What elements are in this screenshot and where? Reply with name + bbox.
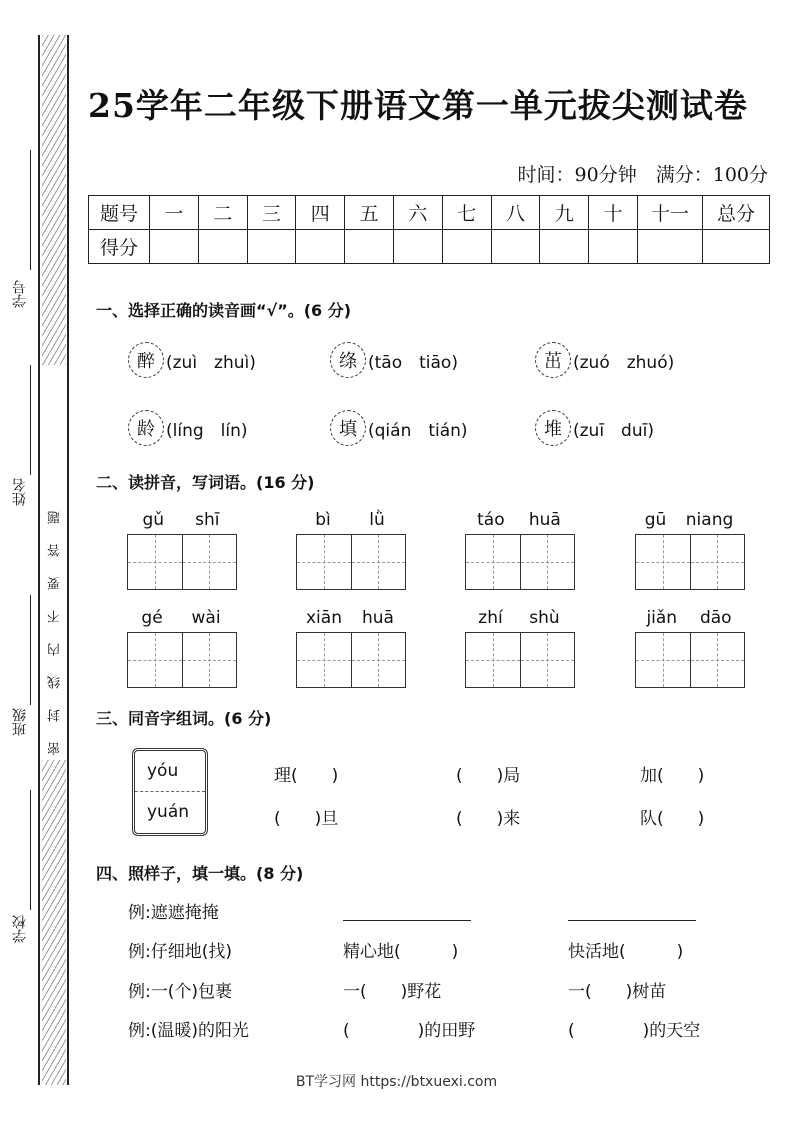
table-header: 十一 bbox=[638, 196, 703, 230]
table-header: 四 bbox=[296, 196, 345, 230]
example-text: 例:仔细地(找) bbox=[128, 942, 232, 962]
table-header: 十 bbox=[589, 196, 638, 230]
score-cell[interactable] bbox=[296, 230, 345, 264]
tianzige-cell[interactable] bbox=[691, 633, 745, 687]
pinyin-syllable: huā bbox=[362, 608, 394, 628]
class-line bbox=[30, 595, 31, 705]
table-header: 九 bbox=[540, 196, 589, 230]
time-info: 时间：90分钟 满分：100分 bbox=[517, 164, 768, 186]
fill-blank[interactable]: 一( )野花 bbox=[343, 982, 442, 1002]
tianzige-cell[interactable] bbox=[183, 535, 237, 589]
writing-grid[interactable] bbox=[296, 534, 406, 590]
pinyin-label bbox=[465, 510, 573, 530]
pronunciation-item[interactable] bbox=[535, 342, 674, 378]
pinyin-frame bbox=[132, 748, 208, 836]
score-cell[interactable] bbox=[540, 230, 589, 264]
pinyin-syllable: niang bbox=[685, 510, 734, 530]
pinyin-syllable: shī bbox=[195, 510, 220, 530]
pronunciation-item[interactable] bbox=[330, 410, 468, 446]
word-blank[interactable]: ( )局 bbox=[456, 766, 521, 786]
word-blank[interactable]: ( )来 bbox=[456, 809, 521, 829]
pinyin-syllable: bì bbox=[315, 510, 331, 530]
score-cell[interactable] bbox=[589, 230, 638, 264]
example-text: 例:一(个)包裹 bbox=[128, 982, 232, 1002]
pinyin-options: (líng lín) bbox=[166, 420, 248, 441]
tianzige-cell[interactable] bbox=[521, 633, 575, 687]
pinyin-word-group bbox=[296, 510, 406, 590]
pinyin-word-group bbox=[296, 608, 406, 688]
section3-heading: 三、同音字组词。(6 分) bbox=[96, 709, 272, 728]
pinyin-label bbox=[127, 608, 235, 628]
pinyin-word-group bbox=[127, 608, 237, 688]
pinyin-yuan: yuán bbox=[147, 802, 190, 822]
flower-frame-icon: 龄 bbox=[128, 410, 164, 446]
writing-grid[interactable] bbox=[465, 632, 575, 688]
flower-frame-icon: 填 bbox=[330, 410, 366, 446]
table-row bbox=[89, 196, 770, 230]
binding-line-inner bbox=[67, 35, 69, 1085]
tianzige-cell[interactable] bbox=[128, 535, 183, 589]
writing-grid[interactable] bbox=[296, 632, 406, 688]
pinyin-syllable: zhí bbox=[478, 608, 503, 628]
tianzige-cell[interactable] bbox=[352, 633, 406, 687]
writing-grid[interactable] bbox=[127, 534, 237, 590]
table-header: 六 bbox=[393, 196, 442, 230]
score-cell[interactable] bbox=[703, 230, 770, 264]
table-row bbox=[89, 230, 770, 264]
flower-frame-icon: 醉 bbox=[128, 342, 164, 378]
pinyin-options: (tāo tiāo) bbox=[368, 352, 458, 373]
score-cell[interactable] bbox=[638, 230, 703, 264]
pronunciation-item[interactable] bbox=[128, 410, 248, 446]
writing-grid[interactable] bbox=[635, 632, 745, 688]
score-cell[interactable] bbox=[345, 230, 394, 264]
score-table bbox=[88, 195, 770, 264]
tianzige-cell[interactable] bbox=[466, 535, 521, 589]
page-title: 25学年二年级下册语文第一单元拔尖测试卷 bbox=[88, 86, 748, 125]
example-text: 例:(温暖)的阳光 bbox=[128, 1021, 249, 1041]
tianzige-cell[interactable] bbox=[691, 535, 745, 589]
pinyin-word-group bbox=[127, 510, 237, 590]
binding-hatch-top bbox=[42, 35, 66, 365]
student-id-line bbox=[30, 150, 31, 270]
score-cell[interactable] bbox=[247, 230, 296, 264]
section1-heading: 一、选择正确的读音画“√”。(6 分) bbox=[96, 301, 352, 320]
tianzige-cell[interactable] bbox=[352, 535, 406, 589]
pinyin-label bbox=[635, 608, 743, 628]
table-header: 一 bbox=[150, 196, 199, 230]
pinyin-word-group bbox=[465, 510, 575, 590]
pinyin-label bbox=[635, 510, 743, 530]
writing-grid[interactable] bbox=[635, 534, 745, 590]
table-header: 三 bbox=[247, 196, 296, 230]
score-row-label: 得分 bbox=[89, 230, 150, 264]
table-header: 七 bbox=[442, 196, 491, 230]
pinyin-syllable: xiān bbox=[306, 608, 342, 628]
pinyin-syllable: lǜ bbox=[369, 510, 385, 530]
pinyin-syllable: wài bbox=[191, 608, 221, 628]
writing-grid[interactable] bbox=[465, 534, 575, 590]
writing-grid[interactable] bbox=[127, 632, 237, 688]
school-line bbox=[30, 790, 31, 910]
pinyin-label bbox=[296, 608, 404, 628]
pinyin-label bbox=[465, 608, 573, 628]
tianzige-cell[interactable] bbox=[297, 633, 352, 687]
word-blank[interactable]: 队( ) bbox=[640, 809, 705, 829]
tianzige-cell[interactable] bbox=[128, 633, 183, 687]
tianzige-cell[interactable] bbox=[636, 633, 691, 687]
fill-blank[interactable]: ( )的天空 bbox=[568, 1021, 701, 1041]
word-blank[interactable]: 加( ) bbox=[640, 766, 705, 786]
table-header: 五 bbox=[345, 196, 394, 230]
pinyin-options: (zuó zhuó) bbox=[573, 352, 675, 373]
score-cell[interactable] bbox=[491, 230, 540, 264]
score-cell[interactable] bbox=[150, 230, 199, 264]
tianzige-cell[interactable] bbox=[521, 535, 575, 589]
pinyin-syllable: shù bbox=[529, 608, 560, 628]
school-label: 学校 bbox=[12, 915, 28, 943]
section2-heading: 二、读拼音，写词语。(16 分) bbox=[96, 473, 315, 492]
student-id-label: 学号 bbox=[12, 280, 28, 308]
tianzige-cell[interactable] bbox=[297, 535, 352, 589]
binding-hatch-bottom bbox=[42, 760, 66, 1085]
table-header: 总分 bbox=[703, 196, 770, 230]
pinyin-syllable: gū bbox=[644, 510, 667, 530]
table-header: 二 bbox=[198, 196, 247, 230]
pronunciation-item[interactable] bbox=[128, 342, 256, 378]
footer-watermark: BT学习网 https://btxuexi.com bbox=[295, 1074, 498, 1090]
pronunciation-item[interactable] bbox=[330, 342, 458, 378]
pinyin-word-group bbox=[635, 510, 745, 590]
pinyin-syllable: táo bbox=[477, 510, 505, 530]
flower-frame-icon: 茁 bbox=[535, 342, 571, 378]
score-cell[interactable] bbox=[393, 230, 442, 264]
example-text: 例:遮遮掩掩 bbox=[128, 903, 219, 923]
fill-blank[interactable]: 一( )树苗 bbox=[568, 982, 667, 1002]
flower-frame-icon: 绦 bbox=[330, 342, 366, 378]
pinyin-syllable: dāo bbox=[699, 608, 732, 628]
answer-line[interactable] bbox=[343, 902, 471, 921]
flower-frame-icon: 堆 bbox=[535, 410, 571, 446]
fill-blank[interactable]: 精心地( ) bbox=[343, 942, 459, 962]
score-cell[interactable] bbox=[442, 230, 491, 264]
pinyin-you: yóu bbox=[135, 751, 205, 792]
pinyin-label bbox=[296, 510, 404, 530]
section4-heading: 四、照样子，填一填。(8 分) bbox=[96, 864, 304, 883]
pinyin-options: (qián tián) bbox=[368, 420, 468, 441]
class-label: 班级 bbox=[12, 708, 28, 736]
word-blank[interactable]: ( )旦 bbox=[274, 809, 339, 829]
seal-notice: 密封线内不要答题 bbox=[48, 491, 63, 755]
binding-line-outer bbox=[38, 35, 40, 1085]
name-label: 姓名 bbox=[12, 478, 28, 506]
pinyin-options: (zuī duī) bbox=[573, 420, 654, 441]
pronunciation-item[interactable] bbox=[535, 410, 654, 446]
pinyin-syllable: gé bbox=[141, 608, 163, 628]
pinyin-syllable: gǔ bbox=[142, 510, 165, 530]
pinyin-syllable: jiǎn bbox=[646, 608, 678, 628]
pinyin-options: (zuì zhuì) bbox=[166, 352, 256, 373]
tianzige-cell[interactable] bbox=[183, 633, 237, 687]
table-header: 题号 bbox=[89, 196, 150, 230]
word-blank[interactable]: 理( ) bbox=[274, 766, 339, 786]
answer-line[interactable] bbox=[568, 902, 696, 921]
pinyin-syllable: huā bbox=[528, 510, 561, 530]
tianzige-cell[interactable] bbox=[636, 535, 691, 589]
tianzige-cell[interactable] bbox=[466, 633, 521, 687]
name-line bbox=[30, 365, 31, 475]
fill-blank[interactable]: ( )的田野 bbox=[343, 1021, 476, 1041]
table-header: 八 bbox=[491, 196, 540, 230]
pinyin-word-group bbox=[635, 608, 745, 688]
pinyin-word-group bbox=[465, 608, 575, 688]
score-cell[interactable] bbox=[198, 230, 247, 264]
pinyin-label bbox=[127, 510, 235, 530]
fill-blank[interactable]: 快活地( ) bbox=[568, 942, 684, 962]
